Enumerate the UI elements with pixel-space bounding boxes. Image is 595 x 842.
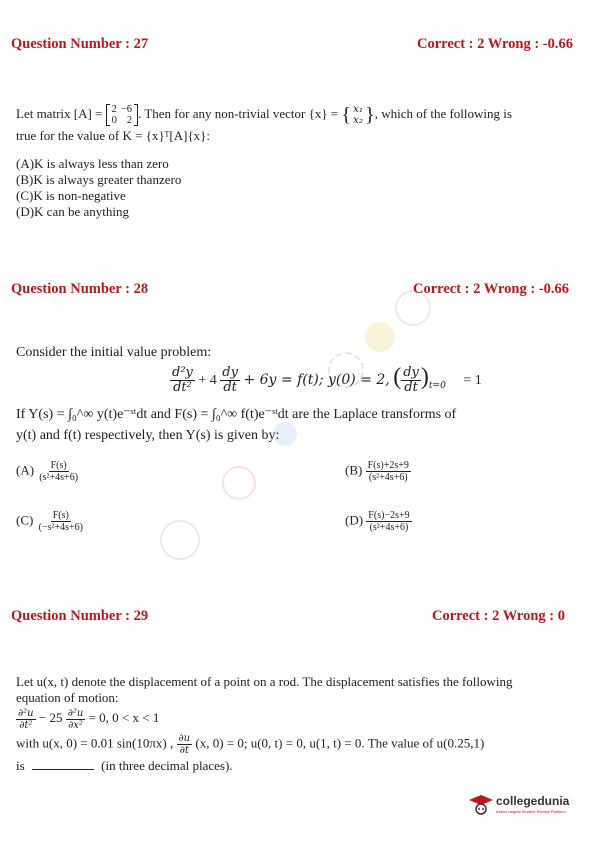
watermark-stamp bbox=[222, 466, 256, 500]
logo-name: collegedunia bbox=[496, 794, 570, 808]
option-d: (D)K can be anything bbox=[16, 204, 129, 219]
option-b: (B)K is always greater thanzero bbox=[16, 172, 182, 187]
score-text: Correct : 2 Wrong : -0.66 bbox=[417, 36, 573, 52]
option-a: (A) $\frac{F(s)}{\text{(s²+4s+6)}}$ bbox=[16, 460, 79, 483]
watermark-stamp bbox=[365, 322, 395, 352]
option-c: (C) $\frac{F(s)}{\text{(−s²+4s+6)}}$ bbox=[16, 510, 83, 533]
watermark-stamp bbox=[160, 520, 200, 560]
question-27-options bbox=[16, 156, 181, 220]
question-29-header bbox=[11, 608, 565, 625]
graduate-icon bbox=[468, 792, 494, 818]
score-text: Correct : 2 Wrong : 0 bbox=[431, 608, 565, 624]
option-c: (C)K is non-negative bbox=[16, 188, 126, 203]
question-28-header bbox=[11, 281, 569, 298]
question-29-line5: is (in three decimal places). bbox=[16, 758, 233, 773]
question-29-equation: $\frac{\text{∂²u}}{\text{∂t²}}$ − 25 $\frac{\text{∂²u}}{\text{∂x²}}$ = 0, 0 < x < 1 bbox=[18, 707, 160, 731]
question-28-line2: If Y(s) = ∫₀^∞ y(t)e⁻ˢᵗdt and F(s) = ∫₀^∞ f(t)e⁻ˢᵗdt are the Laplace transforms of bbox=[16, 407, 457, 422]
question-27-stem-line2: true for the value of K = {x}ᵀ[A]{x}: bbox=[16, 128, 211, 143]
question-28-line3: y(t) and f(t) respectively, then Y(s) is given by: bbox=[16, 428, 280, 443]
question-27-header bbox=[11, 36, 573, 53]
logo-tagline: India's largest Student Review Platform bbox=[496, 809, 566, 814]
question-29-line2: equation of motion: bbox=[16, 690, 119, 705]
score-text: Correct : 2 Wrong : -0.66 bbox=[413, 281, 569, 297]
question-27-stem: Let matrix [A] = 2 −6 0 2 . Then for any non-trivial vector {x} = { x₁ x₂ } , which of the following is bbox=[16, 103, 512, 126]
question-28-intro: Consider the initial value problem: bbox=[16, 345, 212, 360]
option-a: (A)K is always less than zero bbox=[16, 156, 169, 171]
question-29-line1: Let u(x, t) denote the displacement of a point on a rod. The displacement satisfies the following bbox=[16, 674, 513, 689]
option-d: (D) $\frac{F(s)-2s+9}{\text{(s²+4s+6)}}$ bbox=[345, 510, 410, 533]
question-title: Question Number : 28 bbox=[11, 281, 149, 297]
vector-x: { x₁ x₂ } bbox=[341, 103, 375, 126]
question-title: Question Number : 27 bbox=[11, 36, 149, 52]
option-b: (B) $\frac{F(s)+2s+9}{\text{(s²+4s+6)}}$ bbox=[345, 460, 409, 483]
question-29-line4: with u(x, 0) = 0.01 sin(10πx) , $\frac{\partial u}{\partial t}$ (x, 0) = 0; u(0, t) = 0, u(1, t) = 0. The value of u(0.25,1) bbox=[16, 733, 485, 756]
matrix-a: 2 −6 0 2 bbox=[106, 104, 138, 126]
question-28-equation: $\frac{\text{d²y}}{\text{dt²}}$ + 4 $\frac{dy}{dt}$ + 6y = f(t); y(0) = 2, ( $\frac{dy}{dt}$ )$_{t=0} = 1$ bbox=[172, 364, 482, 396]
collegedunia-logo bbox=[468, 790, 578, 820]
answer-blank bbox=[32, 769, 94, 770]
question-title: Question Number : 29 bbox=[11, 608, 149, 624]
